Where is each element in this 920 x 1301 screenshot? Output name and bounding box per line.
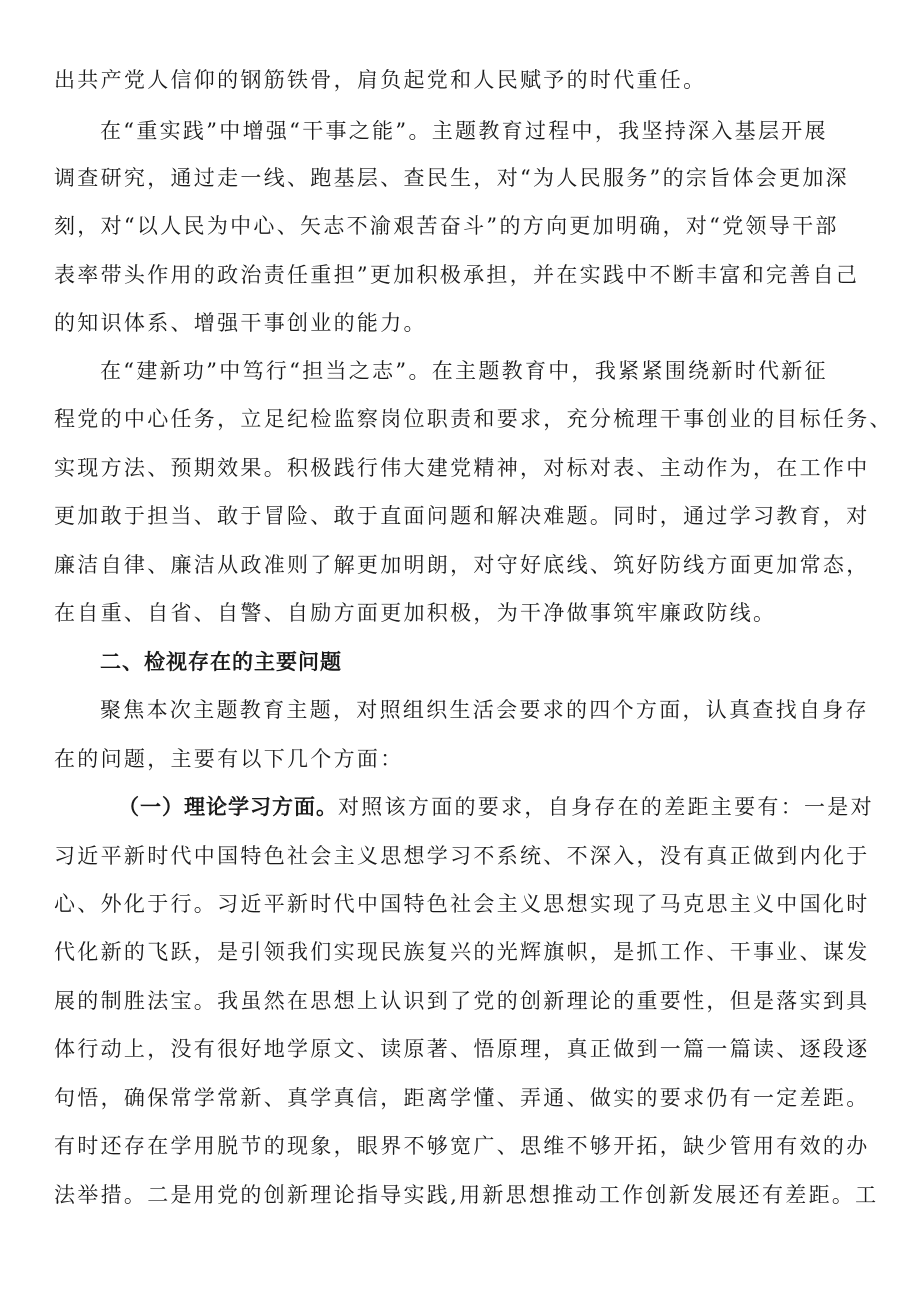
paragraph-start-line: 聚焦本次主题教育主题，对照组织生活会要求的四个方面，认真查找自身存 (100, 698, 869, 722)
text-line: 刻，对“以人民为中心、矢志不渝艰苦奋斗”的方向更加明确，对“党领导干部 (54, 214, 839, 238)
text-line: 代化新的飞跃，是引领我们实现民族复兴的光辉旗帜，是抓工作、干事业、谋发 (54, 940, 870, 964)
text-line: 句悟，确保常学常新、真学真信，距离学懂、弄通、做实的要求仍有一定差距。 (54, 1086, 870, 1110)
text-line: 的知识体系、增强干事创业的能力。 (54, 311, 427, 335)
paragraph-start-line: 在“建新功”中笃行“担当之志”。在主题教育中，我紧紧围绕新时代新征 (100, 359, 828, 383)
text-line: 表率带头作用的政治责任重担”更加积极承担，并在实践中不断丰富和完善自己 (54, 263, 860, 287)
text-line: 有时还存在学用脱节的现象，眼界不够宽广、思维不够开拓，缺少管用有效的办 (54, 1134, 870, 1158)
subsection-line (118, 793, 875, 821)
text-line: 更加敢于担当、敢于冒险、敢于直面问题和解决难题。同时，通过学习教育，对 (54, 504, 870, 528)
text-line: 调查研究，通过走一线、跑基层、查民生，对“为人民服务”的宗旨体会更加深 (54, 166, 849, 190)
text-line: 出共产党人信仰的钢筋铁骨，肩负起党和人民赋予的时代重任。 (54, 68, 707, 92)
text-line: 法举措。二是用党的创新理论指导实践,用新思想推动工作创新发展还有差距。工 (54, 1183, 879, 1207)
text-line: 廉洁自律、廉洁从政准则了解更加明朗，对守好底线、筑好防线方面更加常态， (54, 553, 870, 577)
text-line: 实现方法、预期效果。积极践行伟大建党精神，对标对表、主动作为，在工作中 (54, 456, 870, 480)
text-line: 在自重、自省、自警、自励方面更加积极，为干净做事筑牢廉政防线。 (54, 601, 777, 625)
paragraph-start-line: 在“重实践”中增强“干事之能”。主题教育过程中，我坚持深入基层开展 (100, 119, 828, 143)
section-heading: 二、检视存在的主要问题 (100, 650, 342, 674)
subsection-text: 对照该方面的要求，自身存在的差距主要有：一是对 (338, 795, 874, 819)
text-line: 体行动上，没有很好地学原文、读原著、悟原理，真正做到一篇一篇读、逐段逐 (54, 1037, 870, 1061)
text-line: 心、外化于行。习近平新时代中国特色社会主义思想实现了马克思主义中国化时 (54, 892, 870, 916)
text-line: 在的问题，主要有以下几个方面： (54, 747, 404, 771)
subsection-heading: （一）理论学习方面。 (118, 795, 338, 819)
text-line: 习近平新时代中国特色社会主义思想学习不系统、不深入，没有真正做到内化于 (54, 844, 870, 868)
text-line: 程党的中心任务，立足纪检监察岗位职责和要求，充分梳理干事创业的目标任务、 (54, 407, 893, 431)
text-line: 展的制胜法宝。我虽然在思想上认识到了党的创新理论的重要性，但是落实到具 (54, 989, 870, 1013)
